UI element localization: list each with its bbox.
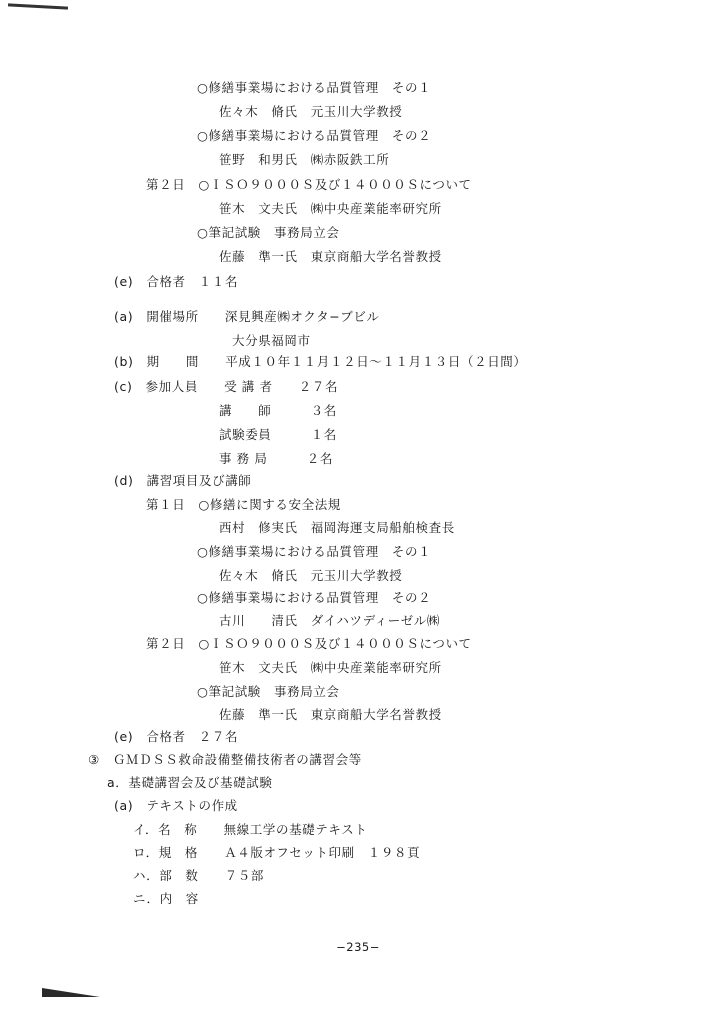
text-line: a．基礎講習会及び基礎試験 [107, 775, 273, 790]
text-line: イ．名 称 無線工学の基礎テキスト [133, 822, 368, 837]
text-line: ロ．規 格 Ａ４版オフセット印刷 １９８頁 [133, 845, 421, 860]
text-line: 笹木 文夫氏 ㈱中央産業能率研究所 [219, 201, 442, 216]
text-line: 佐々木 脩氏 元玉川大学教授 [219, 568, 403, 583]
text-line: (b) 期 間 平成１０年１１月１２日〜１１月１３日（２日間） [114, 354, 527, 369]
text-line: 第２日 ○ＩＳＯ９０００Ｓ及び１４０００Ｓについて [146, 177, 472, 192]
text-line: ③ ＧＭＤＳＳ救命設備整備技術者の講習会等 [88, 752, 362, 767]
text-line: ハ．部 数 ７５部 [133, 868, 265, 883]
text-line: ○筆記試験 事務局立会 [197, 225, 340, 240]
text-line: ○修繕事業場における品質管理 その１ [197, 544, 432, 559]
text-line: ○修繕事業場における品質管理 その１ [197, 80, 432, 95]
text-line: 佐々木 脩氏 元玉川大学教授 [219, 104, 403, 119]
text-line: (c) 参加人員 受 講 者 ２７名 [114, 379, 339, 394]
text-line: 西村 修実氏 福岡海運支局船舶検査長 [219, 520, 455, 535]
text-line: ニ．内 容 [133, 891, 199, 906]
text-line: 佐藤 準一氏 東京商船大学名誉教授 [219, 249, 442, 264]
text-line: 第１日 ○修繕に関する安全法規 [146, 497, 341, 512]
text-line: (e) 合格者 ２７名 [114, 729, 239, 744]
text-line: ○筆記試験 事務局立会 [197, 684, 340, 699]
text-line: 講 師 ３名 [219, 403, 337, 418]
scan-mark-bottom-left [42, 988, 100, 997]
text-line: 佐藤 準一氏 東京商船大学名誉教授 [219, 707, 442, 722]
text-line: (e) 合格者 １１名 [114, 274, 239, 289]
text-line: (a) テキストの作成 [114, 798, 238, 813]
text-line: 古川 清氏 ダイハツディーゼル㈱ [219, 613, 440, 628]
text-line: ○修繕事業場における品質管理 その２ [197, 590, 432, 605]
text-line: ○修繕事業場における品質管理 その２ [197, 128, 432, 143]
text-line: (d) 講習項目及び講師 [114, 473, 252, 488]
text-line: (a) 開催場所 深見興産㈱オクタ−ブビル [114, 309, 380, 324]
text-line: 試験委員 １名 [219, 427, 337, 442]
text-line: 事 務 局 ２名 [219, 451, 333, 466]
scan-mark-top-left [8, 3, 68, 9]
text-line: 第２日 ○ＩＳＯ９０００Ｓ及び１４０００Ｓについて [146, 636, 472, 651]
text-line: 笹野 和男氏 ㈱赤阪鉄工所 [219, 152, 390, 167]
text-line: 笹木 文夫氏 ㈱中央産業能率研究所 [219, 660, 442, 675]
text-line: 大分県福岡市 [232, 333, 311, 348]
page-number: −235− [336, 940, 380, 954]
